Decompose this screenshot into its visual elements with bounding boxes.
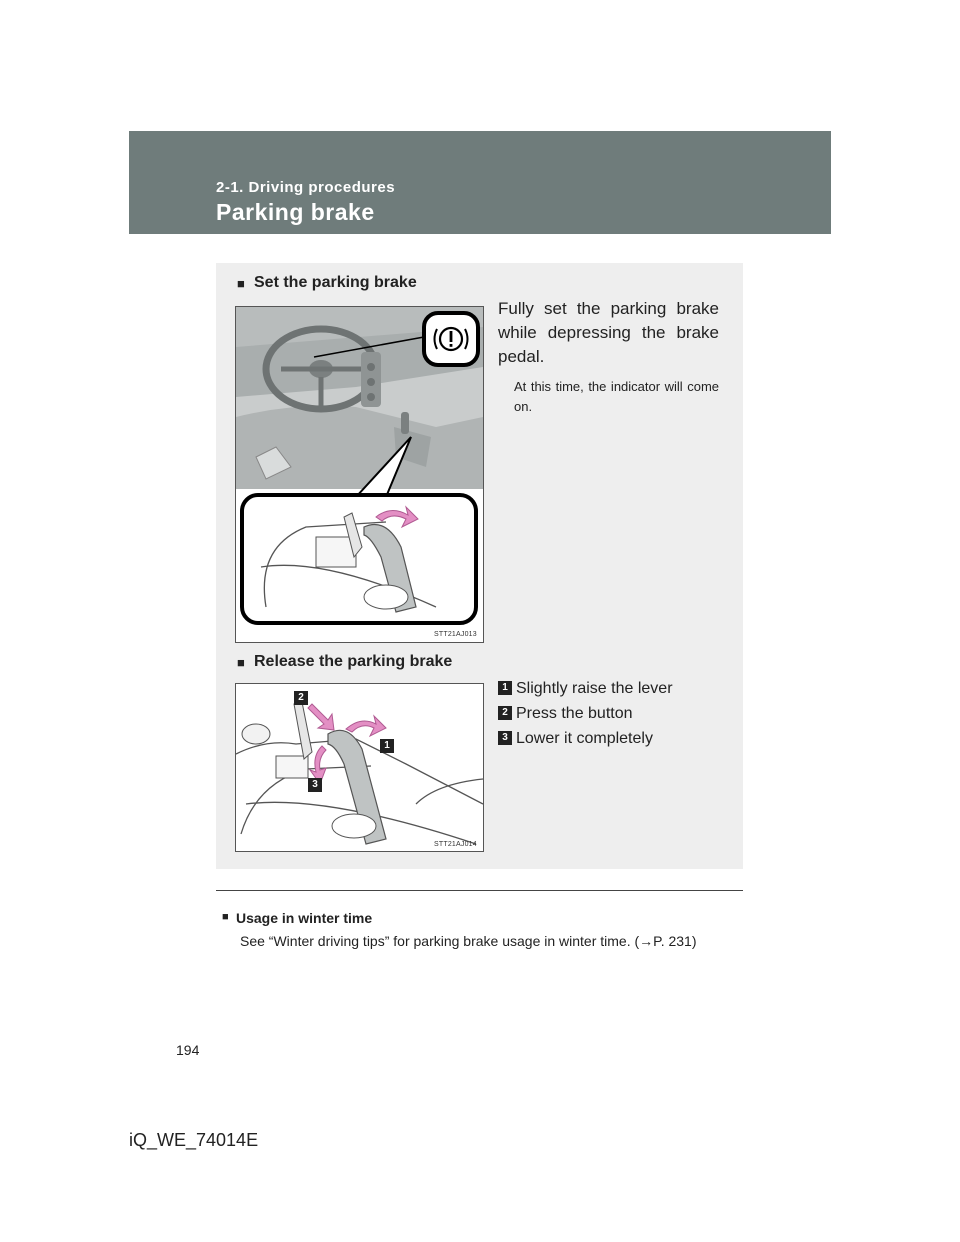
tip-title: Usage in winter time bbox=[236, 910, 373, 926]
set-brake-note: At this time, the indicator will come on. bbox=[514, 379, 719, 414]
set-brake-heading: Set the parking brake bbox=[254, 274, 417, 291]
callout-number: 3 bbox=[308, 778, 322, 792]
chapter-header bbox=[129, 131, 831, 234]
square-bullet-icon: ■ bbox=[237, 655, 245, 670]
step-text: Press the button bbox=[516, 705, 633, 722]
square-bullet-icon: ■ bbox=[222, 911, 229, 923]
step-text: Lower it completely bbox=[516, 730, 653, 747]
page-number: 194 bbox=[176, 1042, 200, 1058]
figure-code: STT21AJ014 bbox=[434, 841, 477, 848]
release-step-3 bbox=[498, 730, 653, 750]
set-brake-illustration bbox=[236, 307, 483, 642]
square-bullet-icon: ■ bbox=[237, 276, 245, 291]
set-brake-figure bbox=[235, 306, 484, 643]
release-brake-heading: Release the parking brake bbox=[254, 653, 453, 670]
step-text: Slightly raise the lever bbox=[516, 680, 673, 697]
release-step-2 bbox=[498, 705, 633, 725]
step-number: 2 bbox=[498, 706, 512, 720]
step-number: 1 bbox=[498, 681, 512, 695]
step-number: 3 bbox=[498, 731, 512, 745]
set-brake-instruction: Fully set the parking brake while depressing the brake pedal. bbox=[498, 299, 719, 366]
release-step-1 bbox=[498, 680, 673, 700]
section-divider bbox=[216, 890, 743, 891]
figure-code: STT21AJ013 bbox=[434, 631, 477, 638]
callout-badge-3 bbox=[308, 777, 326, 795]
tip-text: See “Winter driving tips” for parking brake usage in winter time. (→P. 231) bbox=[240, 933, 697, 949]
release-brake-figure bbox=[235, 683, 484, 852]
release-brake-illustration bbox=[236, 684, 483, 851]
document-code: iQ_WE_74014E bbox=[129, 1130, 259, 1150]
callout-badge-1 bbox=[380, 738, 398, 756]
callout-number: 1 bbox=[380, 739, 394, 753]
callout-number: 2 bbox=[294, 691, 308, 705]
section-label: 2-1. Driving procedures bbox=[216, 179, 396, 196]
callout-badge-2 bbox=[294, 690, 312, 708]
page-title: Parking brake bbox=[216, 199, 375, 225]
